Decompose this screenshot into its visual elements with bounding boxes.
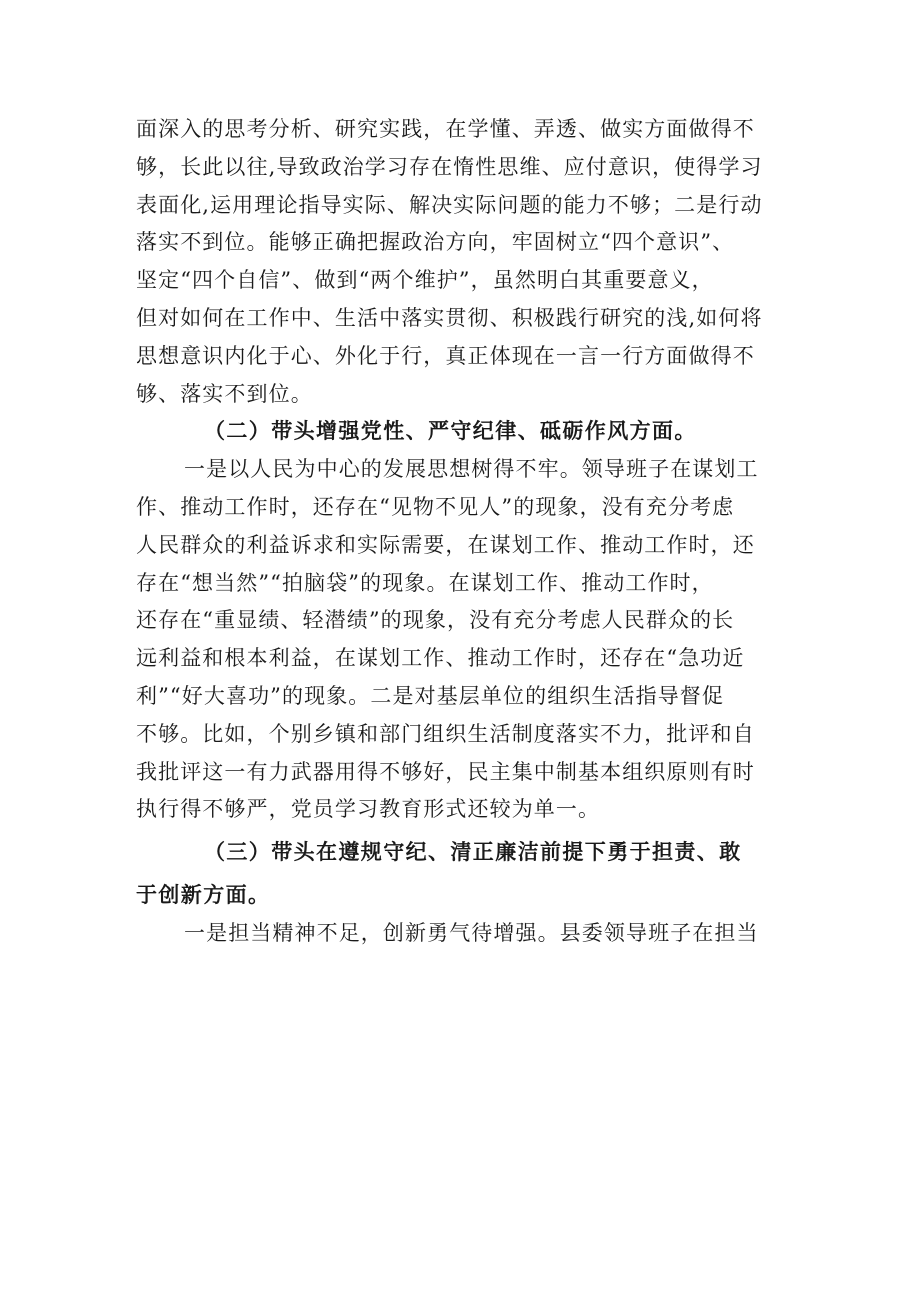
text-line: 不够。比如，个别乡镇和部门组织生活制度落实不力，批评和自 bbox=[136, 721, 755, 746]
text-line: 人民群众的利益诉求和实际需要，在谋划工作、推动工作时，还 bbox=[136, 532, 755, 557]
section-heading-3 bbox=[136, 834, 788, 915]
paragraph-2 bbox=[136, 451, 788, 829]
text-line: 面深入的思考分析、研究实践，在学懂、弄透、做实方面做得不 bbox=[136, 117, 755, 141]
heading-line: 于创新方面。 bbox=[136, 882, 271, 907]
text-line: 一是担当精神不足，创新勇气待增强。县委领导班子在担当 bbox=[184, 920, 759, 945]
text-line: 执行得不够严，党员学习教育形式还较为单一。 bbox=[136, 797, 601, 822]
section-heading-2: （二）带头增强党性、严守纪律、砥砺作风方面。 bbox=[204, 419, 697, 444]
paragraph-3 bbox=[136, 915, 788, 953]
text-line: 够，长此以往,导致政治学习存在惰性思维、应付意识，使得学习 bbox=[136, 154, 763, 179]
text-line: 还存在“重显绩、轻潜绩”的现象，没有充分考虑人民群众的长 bbox=[136, 608, 735, 633]
text-line: 存在“想当然”“拍脑袋”的现象。在谋划工作、推动工作时， bbox=[136, 570, 714, 595]
text-line: 利”“好大喜功”的现象。二是对基层单位的组织生活指导督促 bbox=[136, 683, 725, 708]
text-line: 思想意识内化于心、外化于行，真正体现在一言一行方面做得不 bbox=[136, 343, 755, 368]
text-line: 一是以人民为中心的发展思想树得不牢。领导班子在谋划工 bbox=[184, 457, 759, 482]
text-line: 但对如何在工作中、生活中落实贯彻、积极践行研究的浅,如何将 bbox=[136, 305, 763, 330]
text-line: 作、推动工作时，还存在“见物不见人”的现象，没有充分考虑 bbox=[136, 494, 735, 519]
text-line: 落实不到位。能够正确把握政治方向，牢固树立“四个意识”、 bbox=[136, 230, 735, 255]
text-line: 够、落实不到位。 bbox=[136, 381, 313, 406]
text-line: 我批评这一有力武器用得不够好，民主集中制基本组织原则有时 bbox=[136, 759, 755, 784]
text-line: 表面化,运用理论指导实际、解决实际问题的能力不够；二是行动 bbox=[136, 192, 763, 217]
text-line: 坚定“四个自信”、做到“两个维护”，虽然明白其重要意义， bbox=[136, 268, 714, 293]
heading-line: （三）带头在遵规守纪、清正廉洁前提下勇于担责、敢 bbox=[204, 840, 742, 865]
document-page bbox=[136, 111, 788, 953]
text-line: 远利益和根本利益，在谋划工作、推动工作时，还存在“急功近 bbox=[136, 646, 745, 671]
paragraph-continued bbox=[136, 111, 788, 413]
